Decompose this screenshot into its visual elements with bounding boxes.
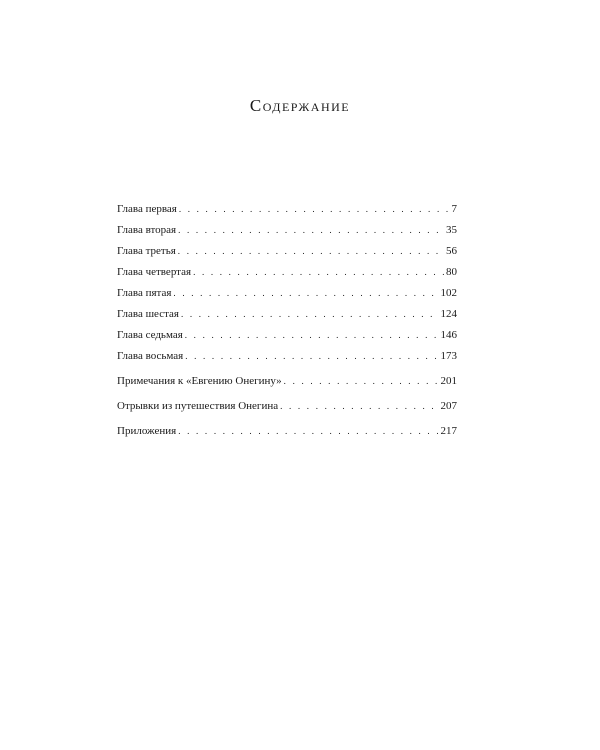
toc-dot-leader bbox=[173, 283, 438, 304]
toc-entry-page: 173 bbox=[440, 350, 457, 362]
toc-entry-page: 35 bbox=[446, 224, 457, 236]
toc-dot-leader bbox=[181, 304, 439, 325]
toc-entry[interactable] bbox=[117, 371, 457, 392]
toc-entry-page: 207 bbox=[440, 400, 457, 412]
toc-entry-label: Глава вторая bbox=[117, 224, 177, 236]
page-title: Содержание bbox=[249, 96, 351, 115]
toc-entry-page: 201 bbox=[440, 375, 457, 387]
toc-entry-label: Глава шестая bbox=[117, 308, 179, 320]
toc-entry[interactable] bbox=[117, 220, 457, 241]
toc-entry-label: Примечания к «Евгению Онегину» bbox=[117, 375, 282, 387]
toc-entry-label: Глава четвертая bbox=[117, 266, 192, 278]
toc-entry[interactable] bbox=[117, 283, 457, 304]
toc-entry-label: Глава третья bbox=[117, 245, 176, 257]
toc-dot-leader bbox=[193, 262, 444, 283]
toc-entry[interactable] bbox=[117, 241, 457, 262]
toc-entry-page: 7 bbox=[451, 203, 457, 215]
toc-entry-page: 124 bbox=[440, 308, 457, 320]
toc-dot-leader bbox=[185, 346, 438, 367]
toc-entry[interactable] bbox=[117, 346, 457, 367]
toc-entry-page: 102 bbox=[440, 287, 457, 299]
toc-dot-leader bbox=[178, 241, 444, 262]
toc-entry[interactable] bbox=[117, 396, 457, 417]
toc-entry-page: 56 bbox=[446, 245, 457, 257]
toc-entry-label: Глава пятая bbox=[117, 287, 172, 299]
toc-entry-label: Приложения bbox=[117, 425, 177, 437]
toc-entry-page: 146 bbox=[440, 329, 457, 341]
toc-dot-leader bbox=[185, 325, 439, 346]
toc-entry-label: Глава седьмая bbox=[117, 329, 183, 341]
toc-entry[interactable] bbox=[117, 262, 457, 283]
toc-entry[interactable] bbox=[117, 304, 457, 325]
toc-entry[interactable] bbox=[117, 325, 457, 346]
toc-entry-label: Глава первая bbox=[117, 203, 177, 215]
toc-dot-leader bbox=[178, 421, 438, 442]
table-of-contents bbox=[117, 199, 457, 442]
toc-entry-page: 80 bbox=[446, 266, 457, 278]
toc-dot-leader bbox=[179, 199, 450, 220]
toc-entry-label: Глава восьмая bbox=[117, 350, 184, 362]
toc-dot-leader bbox=[284, 371, 439, 392]
toc-entry[interactable] bbox=[117, 199, 457, 220]
toc-entry[interactable] bbox=[117, 421, 457, 442]
toc-dot-leader bbox=[178, 220, 444, 241]
toc-dot-leader bbox=[280, 396, 438, 417]
toc-entry-label: Отрывки из путешествия Онегина bbox=[117, 400, 279, 412]
toc-entry-page: 217 bbox=[440, 425, 457, 437]
